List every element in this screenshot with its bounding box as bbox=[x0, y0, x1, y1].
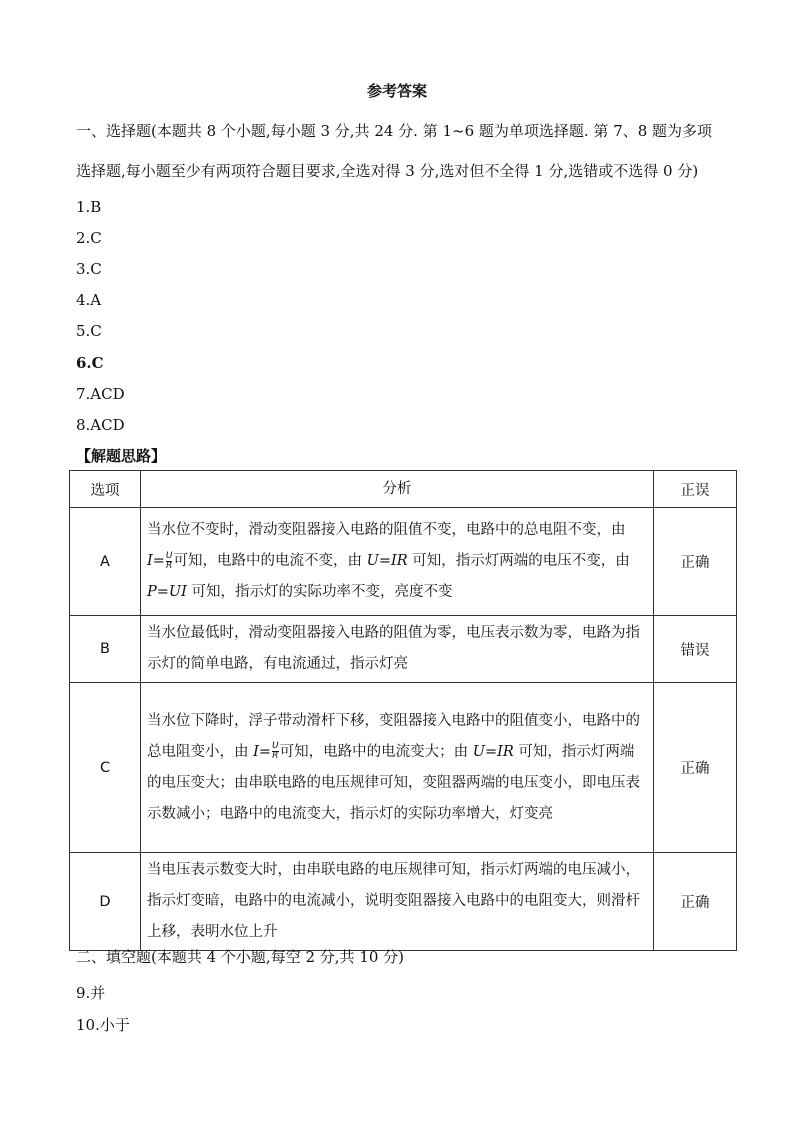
row-result: 错误 bbox=[654, 616, 737, 683]
section2-heading: 二、填空题(本题共 4 个小题,每空 2 分,共 10 分) bbox=[76, 948, 405, 966]
row-result: 正确 bbox=[654, 853, 737, 951]
row-analysis: 当水位不变时，滑动变阻器接入电路的阻值不变，电路中的总电阻不变，由 I= $\frac{U}{R}$ 可知，电路中的电流不变，由 U=IR 可知，指示灯两端的电压不变，由 P=UI 可知，指示灯的实际功率不变，亮度不变 bbox=[141, 508, 654, 616]
row-result: 正确 bbox=[654, 508, 737, 616]
row-analysis: 当水位下降时，浮子带动滑杆下移，变阻器接入电路中的阻值变小，电路中的总电阻变小，由 I= $\frac{U}{R}$ 可知，电路中的电流变大；由 U=IR 可知，指示灯两端的电压变大；由串联电路的电压规律可知，变阻器两端的电压变小，即电压表示数减小；电路中的电流变大，指示灯的实际功率增大，灯变亮 bbox=[141, 683, 654, 853]
header-result: 正误 bbox=[654, 471, 737, 508]
analysis-text: 可知，电路中的电流不变，由 bbox=[173, 553, 367, 569]
section1-heading-line1: 一、选择题(本题共 8 个小题,每小题 3 分,共 24 分. 第 1~6 题为单项选择题. 第 7、8 题为多项 bbox=[76, 122, 713, 140]
row-option: D bbox=[70, 853, 141, 951]
formula-var: U bbox=[366, 553, 379, 569]
formula-var: IR bbox=[497, 743, 514, 760]
answer-8: 8.ACD bbox=[76, 416, 125, 434]
answer-5: 5.C bbox=[76, 322, 102, 340]
answer-2: 2.C bbox=[76, 229, 102, 247]
answer-6: 6.C bbox=[76, 354, 104, 372]
answer-3: 3.C bbox=[76, 260, 102, 278]
page-title: 参考答案 bbox=[366, 82, 427, 100]
formula-var: I bbox=[253, 743, 259, 760]
formula-fraction bbox=[166, 552, 173, 571]
row-result: 正确 bbox=[654, 683, 737, 853]
formula-fraction bbox=[272, 742, 279, 761]
answer-7: 7.ACD bbox=[76, 385, 125, 403]
table-row bbox=[70, 683, 737, 853]
fraction-denominator: R bbox=[272, 751, 279, 761]
formula-var: UI bbox=[168, 584, 187, 600]
analysis-text: 可知，指示灯的实际功率不变，亮度不变 bbox=[186, 584, 453, 600]
answer-4: 4.A bbox=[76, 291, 102, 309]
analysis-text: 可知，指示灯两端的电压不变，由 bbox=[407, 553, 630, 569]
formula-var: IR bbox=[390, 553, 408, 569]
analysis-table bbox=[69, 470, 737, 951]
analysis-text: 可知，电路中的电流变大；由 bbox=[279, 743, 473, 760]
fraction-denominator: R bbox=[166, 560, 173, 571]
answer-9: 9.并 bbox=[76, 984, 106, 1002]
header-option: 选项 bbox=[70, 471, 141, 508]
answer-1: 1.B bbox=[76, 198, 102, 216]
header-analysis: 分析 bbox=[141, 471, 654, 508]
analysis-text: 可知，指示灯两端的电压变大；由串联电路的电压规律可知，变阻器两端的电压变小，即电压表示数减小；电路中的电流变大，指示灯的实际功率增大，灯变亮 bbox=[147, 743, 640, 822]
formula-var: U bbox=[472, 743, 485, 760]
analysis-text: 当水位下降时，浮子带动滑杆下移，变阻器接入电路中的阻值变小，电路中的总电阻变小，由 bbox=[147, 712, 640, 760]
row-option: C bbox=[70, 683, 141, 853]
row-option: A bbox=[70, 508, 141, 616]
table-row bbox=[70, 616, 737, 683]
table-row bbox=[70, 853, 737, 951]
formula-var: P bbox=[147, 584, 157, 600]
section1-heading-line2: 选择题,每小题至少有两项符合题目要求,全选对得 3 分,选对但不全得 1 分,选错或不选得 0 分) bbox=[76, 162, 699, 180]
row-analysis: 当电压表示数变大时，由串联电路的电压规律可知，指示灯两端的电压减小，指示灯变暗，电路中的电流减小，说明变阻器接入电路中的电阻变大，则滑杆上移，表明水位上升 bbox=[141, 853, 654, 951]
table-row bbox=[70, 508, 737, 616]
table-header-row bbox=[70, 471, 737, 508]
row-option: B bbox=[70, 616, 141, 683]
analysis-text: 当水位不变时，滑动变阻器接入电路的阻值不变，电路中的总电阻不变，由 bbox=[147, 522, 626, 538]
fraction-numerator: U bbox=[165, 550, 173, 561]
formula-var: I bbox=[147, 553, 153, 569]
answer-10: 10.小于 bbox=[76, 1016, 130, 1034]
row-analysis: 当水位最低时，滑动变阻器接入电路的阻值为零，电压表示数为零，电路为指示灯的简单电路，有电流通过，指示灯亮 bbox=[141, 616, 654, 683]
analysis-heading: 【解题思路】 bbox=[76, 447, 167, 465]
fraction-numerator: U bbox=[272, 741, 279, 751]
